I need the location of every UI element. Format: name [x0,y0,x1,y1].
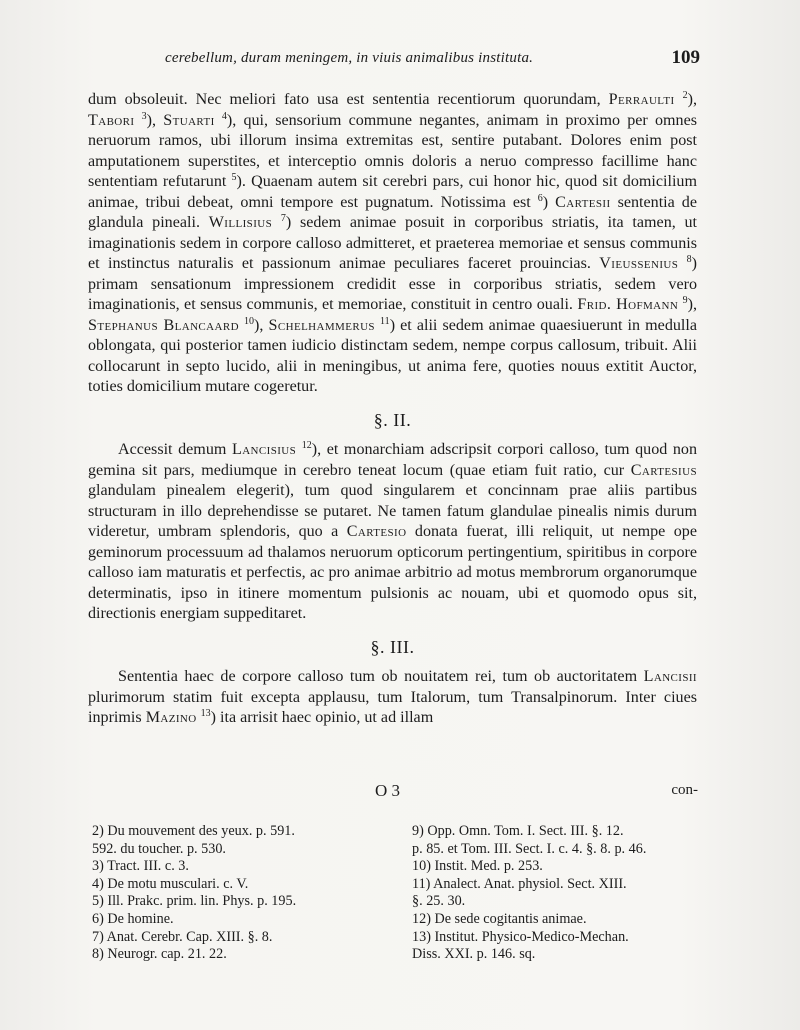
signature-mark: O 3 [375,781,401,800]
text-run: dum obsoleuit. Nec meliori fato usa est sententia recentiorum quorundam, [88,91,609,108]
footnote: 6) De homine. [92,910,174,927]
author-name: Mazino [145,709,197,726]
footnote-ref: 11 [380,315,390,327]
footnote: p. 85. et Tom. III. Sect. I. c. 4. §. 8. p. 46. [412,840,647,857]
paragraph-2 [88,440,697,625]
text-run: plurimorum statim fuit excepta applausu, tum Italorum, tum Transalpinorum. Inter ciues inprimis [88,688,697,726]
text-run: ) ita arrisit haec opinio, ut ad illam [210,709,434,726]
author-name: Frid. Hofmann [577,296,679,313]
text-run: glandulam pinealem elegerit), tum quod singularem et concinnam prae aliis partibus structuram in illo deprehendisse se putaret. Ne tamen fatum glandulae pinealis nimis durum videretur, umbram splendoris, quo a [88,482,697,540]
main-text [88,90,697,729]
text-run: sententia de glandula pineali. [88,193,697,231]
footnote: 3) Tract. III. c. 3. [92,858,189,875]
author-name: Vieussenius [599,255,679,272]
footnote: 13) Institut. Physico-Medico-Mechan. [412,928,629,945]
author-name: Schelhammerus [268,316,375,334]
text-run: ), [254,316,269,334]
author-name: Willisius [208,214,273,231]
footnote-ref: 6 [537,192,543,204]
footnote-ref: 7 [280,213,286,224]
author-name: Stephanus Blancaard [88,316,239,334]
running-head: cerebellum, duram meningem, in viuis animalibus instituta. [165,50,534,66]
footnote-ref: 2 [682,90,688,101]
footnote: 4) De motu musculari. c. V. [92,875,249,892]
footnote-ref: 5 [231,172,237,183]
author-name: Perraulti [608,91,675,108]
section-heading-2: §. II. [373,409,412,430]
author-name: Cartesii [555,193,611,211]
text-run: ) et alii sedem animae quaesiuerunt in medulla oblongata, qui posterior tamen iudicio distinctam sedem, nempe corpus callosum, tribuit. Alii collocarunt in septo lucido, alii in meningibus, ut anima fere, quoties nouus extitit Auctor, toties domicilium mutare cogeretur. [88,316,697,395]
footnote: Diss. XXI. p. 146. sq. [412,946,536,963]
footnote-ref: 3 [141,110,147,122]
footnote: 9) Opp. Omn. Tom. I. Sect. III. §. 12. [412,823,624,839]
footnote: 7) Anat. Cerebr. Cap. XIII. §. 8. [92,928,273,945]
author-name: Cartesius [630,461,697,479]
footnotes [92,823,712,964]
text-run: Sententia haec de corpore calloso tum ob nouitatem rei, tum ob auctoritatem [118,668,644,685]
text-run: donata fuerat, illi reliquit, ut nempe ope geminorum processuum ad thalamos neruorum opticorum pertingentium, spiritibus in corpore calloso iam maturatis et perfectis, ac pro animae arbitrio ad motus membrorum organorumque determinatis, ipso in itinere momentum pulsionis ac nouam, ubi et quomodo opus sit, directionis energiam suppeditaret. [88,523,698,622]
text-run: ) sedem animae posuit in corporibus striatis, ita tamen, ut imaginationis sedem in corpore calloso admitteret, et praeterea memoriae et sensus communis et instinctus naturalis et passionum animae peculiares faceret prouincias. [88,214,698,272]
author-name: Stuarti [163,111,215,129]
author-name: Tabori [88,111,135,129]
paragraph-3 [88,667,697,729]
footnote-ref: 9 [682,295,688,306]
footnote: 8) Neurogr. cap. 21. 22. [92,946,227,963]
footnote: 12) De sede cogitantis animae. [412,910,587,927]
footnote-ref: 8 [686,254,692,265]
footnote-ref: 13 [200,708,211,719]
paragraph-1 [88,90,697,398]
text-run: ) [542,193,556,211]
footnote: 11) Analect. Anat. physiol. Sect. XIII. [412,875,627,892]
text-run: ) primam sensationum impressionem credidit esse in corporibus striatis, sedem vero imaginationis, et sensus communis, et memoriae, constituit in centro ouali. [88,255,698,313]
footnote: 5) Ill. Prakc. prim. lin. Phys. p. 195. [92,893,297,910]
footnotes-right-column [412,823,712,964]
text-run: ), [146,111,164,129]
footnote-ref: 12 [301,440,312,451]
text-run: Accessit demum [118,441,232,458]
footnote: 592. du toucher. p. 530. [92,840,226,857]
footnote: §. 25. 30. [412,893,466,910]
author-name: Lancisii [643,668,697,685]
section-heading-3: §. III. [370,636,415,657]
text-run: ), qui, sensorium commune negantes, animam in proximo per omnes neruorum ramos, ubi illorum insima extremitas est, sentire putabant. Dolores enim post amputationem superstites, et interceptio omnis doloris a neruo compresso facillime hanc sententiam refutarunt [88,111,697,190]
footnotes-left-column [92,823,392,964]
catchword: con- [671,782,698,798]
footnote: 2) Du mouvement des yeux. p. 591. [92,823,295,839]
footnote-ref: 4 [221,110,227,122]
footnote: 10) Instit. Med. p. 253. [412,858,543,875]
text-run: ), [687,296,698,313]
author-name: Lancisius [231,441,297,458]
footnote-ref: 10 [244,315,255,327]
text-run: ), et monarchiam adscripsit corpori calloso, tum quod non gemina sit pars, mediumque in cerebro teneat locum (quae etiam fuit ratio, cur [88,441,698,479]
text-run: ), [687,91,697,108]
text-run: ). Quaenam autem sit cerebri pars, cui honor hic, quod sit domicilium animae, tribui debeat, omni tempore est pugnatum. Notissima est [88,173,697,211]
author-name: Cartesio [346,523,407,540]
page-number: 109 [671,47,700,68]
